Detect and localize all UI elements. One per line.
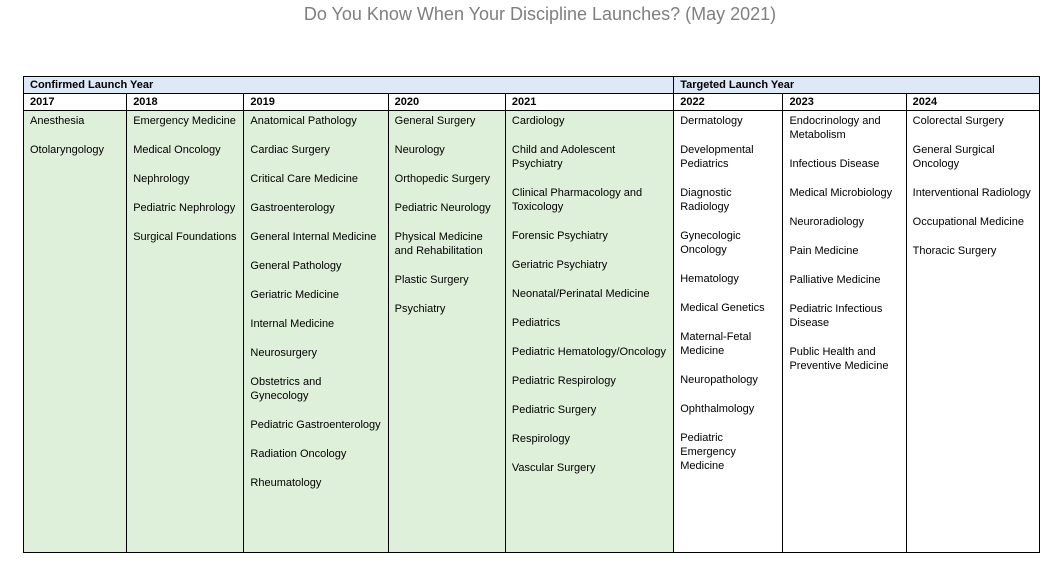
year-header-2024: 2024	[906, 94, 1039, 111]
discipline-item: Plastic Surgery	[394, 274, 469, 286]
discipline-item: Maternal-Fetal Medicine	[680, 331, 752, 357]
discipline-item: Developmental Pediatrics	[680, 144, 754, 170]
discipline-item: General Surgical Oncology	[912, 144, 995, 170]
discipline-item: Public Health and Preventive Medicine	[789, 346, 889, 372]
discipline-item: Pediatric Hematology/Oncology	[511, 346, 666, 358]
discipline-item: Anatomical Pathology	[250, 115, 357, 127]
discipline-item: Neonatal/Perinatal Medicine	[511, 288, 650, 300]
disciplines-2023-list	[789, 114, 899, 373]
discipline-item: Infectious Disease	[789, 158, 880, 170]
disciplines-2017-list	[30, 114, 120, 157]
disciplines-2024-cell	[906, 111, 1039, 553]
discipline-item: Surgical Foundations	[133, 231, 237, 243]
discipline-item: Pediatric Neurology	[394, 202, 491, 214]
discipline-item: Pain Medicine	[789, 245, 859, 257]
year-header-2022: 2022	[674, 94, 783, 111]
disciplines-2022-list	[680, 114, 776, 473]
targeted-group-header: Targeted Launch Year	[674, 77, 1040, 94]
discipline-item: Neurology	[394, 144, 445, 156]
disciplines-2019-list	[250, 114, 381, 490]
discipline-item: Hematology	[680, 273, 739, 285]
discipline-item: Radiation Oncology	[250, 448, 347, 460]
disciplines-2024-list	[913, 114, 1033, 258]
disciplines-2018-cell	[127, 111, 244, 553]
disciplines-2023-cell	[783, 111, 906, 553]
disciplines-2020-cell	[388, 111, 505, 553]
discipline-item: Medical Microbiology	[789, 187, 893, 199]
disciplines-2022-cell	[674, 111, 783, 553]
discipline-item: Child and Adolescent Psychiatry	[511, 144, 616, 170]
discipline-item: Gynecologic Oncology	[680, 230, 741, 256]
discipline-item: Neuropathology	[680, 374, 758, 386]
discipline-item: Geriatric Medicine	[250, 289, 340, 301]
discipline-item: Ophthalmology	[680, 403, 755, 415]
discipline-item: Psychiatry	[394, 303, 446, 315]
discipline-item: Pediatric Surgery	[511, 404, 597, 416]
confirmed-group-header: Confirmed Launch Year	[24, 77, 674, 94]
discipline-item: Endocrinology and Metabolism	[789, 115, 881, 141]
discipline-item: Pediatrics	[511, 317, 561, 329]
discipline-item: Thoracic Surgery	[912, 245, 997, 257]
year-header-2017: 2017	[24, 94, 127, 111]
discipline-item: Internal Medicine	[250, 318, 335, 330]
year-header-2020: 2020	[388, 94, 505, 111]
discipline-item: General Surgery	[394, 115, 476, 127]
discipline-launch-table	[23, 76, 1040, 553]
disciplines-2017-cell	[24, 111, 127, 553]
discipline-item: Occupational Medicine	[912, 216, 1024, 228]
discipline-item: Colorectal Surgery	[912, 115, 1004, 127]
disciplines-2018-list	[133, 114, 237, 244]
disciplines-2021-list	[512, 114, 667, 475]
discipline-item: Neurosurgery	[250, 347, 318, 359]
discipline-item: Pediatric Respirology	[511, 375, 616, 387]
discipline-item: Nephrology	[133, 173, 190, 185]
discipline-item: Interventional Radiology	[912, 187, 1031, 199]
discipline-item: Otolaryngology	[30, 144, 104, 156]
disciplines-2021-cell	[505, 111, 673, 553]
discipline-item: Vascular Surgery	[511, 462, 596, 474]
discipline-item: Emergency Medicine	[133, 115, 236, 127]
discipline-item: General Pathology	[250, 260, 342, 272]
discipline-item: Cardiology	[511, 115, 565, 127]
year-header-2021: 2021	[505, 94, 673, 111]
discipline-item: Anesthesia	[30, 115, 85, 127]
disciplines-2019-cell	[244, 111, 388, 553]
discipline-item: Medical Oncology	[133, 144, 221, 156]
discipline-item: Diagnostic Radiology	[680, 187, 732, 213]
discipline-item: Pediatric Emergency Medicine	[680, 432, 736, 472]
discipline-item: Critical Care Medicine	[250, 173, 358, 185]
discipline-item: Respirology	[511, 433, 570, 445]
discipline-item: Pediatric Nephrology	[133, 202, 236, 214]
discipline-item: Orthopedic Surgery	[394, 173, 491, 185]
disciplines-2020-list	[395, 114, 499, 316]
discipline-item: Gastroenterology	[250, 202, 335, 214]
discipline-item: Dermatology	[680, 115, 743, 127]
discipline-item: Forensic Psychiatry	[511, 230, 608, 242]
year-header-2019: 2019	[244, 94, 388, 111]
discipline-item: Pediatric Infectious Disease	[789, 303, 883, 329]
discipline-item: Geriatric Psychiatry	[511, 259, 608, 271]
discipline-item: Palliative Medicine	[789, 274, 881, 286]
year-header-2023: 2023	[783, 94, 906, 111]
page-title: Do You Know When Your Discipline Launches? (May 2021)	[303, 4, 777, 24]
discipline-item: Obstetrics and Gynecology	[250, 376, 322, 402]
year-header-row	[24, 94, 1040, 111]
discipline-item: Rheumatology	[250, 477, 322, 489]
discipline-item: Cardiac Surgery	[250, 144, 330, 156]
discipline-item: Medical Genetics	[680, 302, 765, 314]
year-header-2018: 2018	[127, 94, 244, 111]
discipline-item: Pediatric Gastroenterology	[250, 419, 381, 431]
discipline-item: Neuroradiology	[789, 216, 865, 228]
discipline-item: General Internal Medicine	[250, 231, 377, 243]
group-header-row	[24, 77, 1040, 94]
discipline-row	[24, 111, 1040, 553]
discipline-item: Physical Medicine and Rehabilitation	[394, 231, 483, 257]
discipline-item: Clinical Pharmacology and Toxicology	[511, 187, 643, 213]
